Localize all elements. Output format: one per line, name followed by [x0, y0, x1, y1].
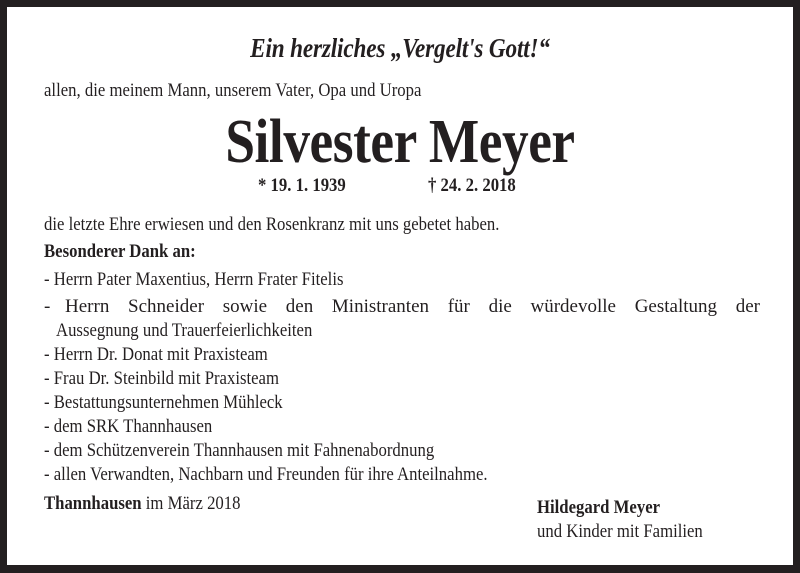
thanks-heading: Besonderer Dank an:: [44, 241, 196, 262]
thanks-item: - Herrn Dr. Donat mit Praxisteam: [44, 344, 268, 365]
birth-date: * 19. 1. 1939: [258, 175, 346, 196]
word: Ministranten: [331, 296, 430, 317]
word: den: [285, 296, 314, 317]
signer-name: Hildegard Meyer: [537, 497, 661, 518]
honor-line: die letzte Ehre erwiesen und den Rosenkranz mit uns gebetet haben.: [44, 214, 500, 235]
word: Schneider: [128, 296, 205, 317]
deceased-name: Silvester Meyer: [225, 108, 575, 176]
signer-family: und Kinder mit Familien: [537, 521, 703, 542]
death-date: † 24. 2. 2018: [428, 175, 516, 196]
place-date: [44, 493, 241, 515]
word: würdevolle: [530, 296, 616, 317]
thanks-item: - Bestattungsunternehmen Mühleck: [44, 392, 283, 413]
thanks-item-justified: [44, 296, 760, 318]
word: für: [447, 296, 470, 317]
date: im März 2018: [141, 493, 241, 514]
notice-heading: Ein herzliches „Vergelt's Gott!“: [250, 33, 550, 63]
obituary-notice: [7, 7, 793, 565]
thanks-item: - Frau Dr. Steinbild mit Praxisteam: [44, 368, 279, 389]
thanks-item: - dem Schützenverein Thannhausen mit Fahnenabordnung: [44, 440, 435, 461]
word: die: [488, 296, 512, 317]
word: sowie: [222, 296, 268, 317]
intro-text: allen, die meinem Mann, unserem Vater, Opa und Uropa: [44, 80, 422, 101]
place: Thannhausen: [44, 493, 142, 514]
thanks-item: - allen Verwandten, Nachbarn und Freunden für ihre Anteilnahme.: [44, 464, 488, 485]
word: der: [735, 296, 760, 317]
thanks-item-continued: Aussegnung und Trauerfeierlichkeiten: [56, 320, 313, 341]
word: Gestaltung: [634, 296, 718, 317]
word: -: [44, 296, 51, 317]
thanks-item: - dem SRK Thannhausen: [44, 416, 213, 437]
thanks-item: - Herrn Pater Maxentius, Herrn Frater Fitelis: [44, 269, 344, 290]
word: Herrn: [65, 296, 110, 317]
